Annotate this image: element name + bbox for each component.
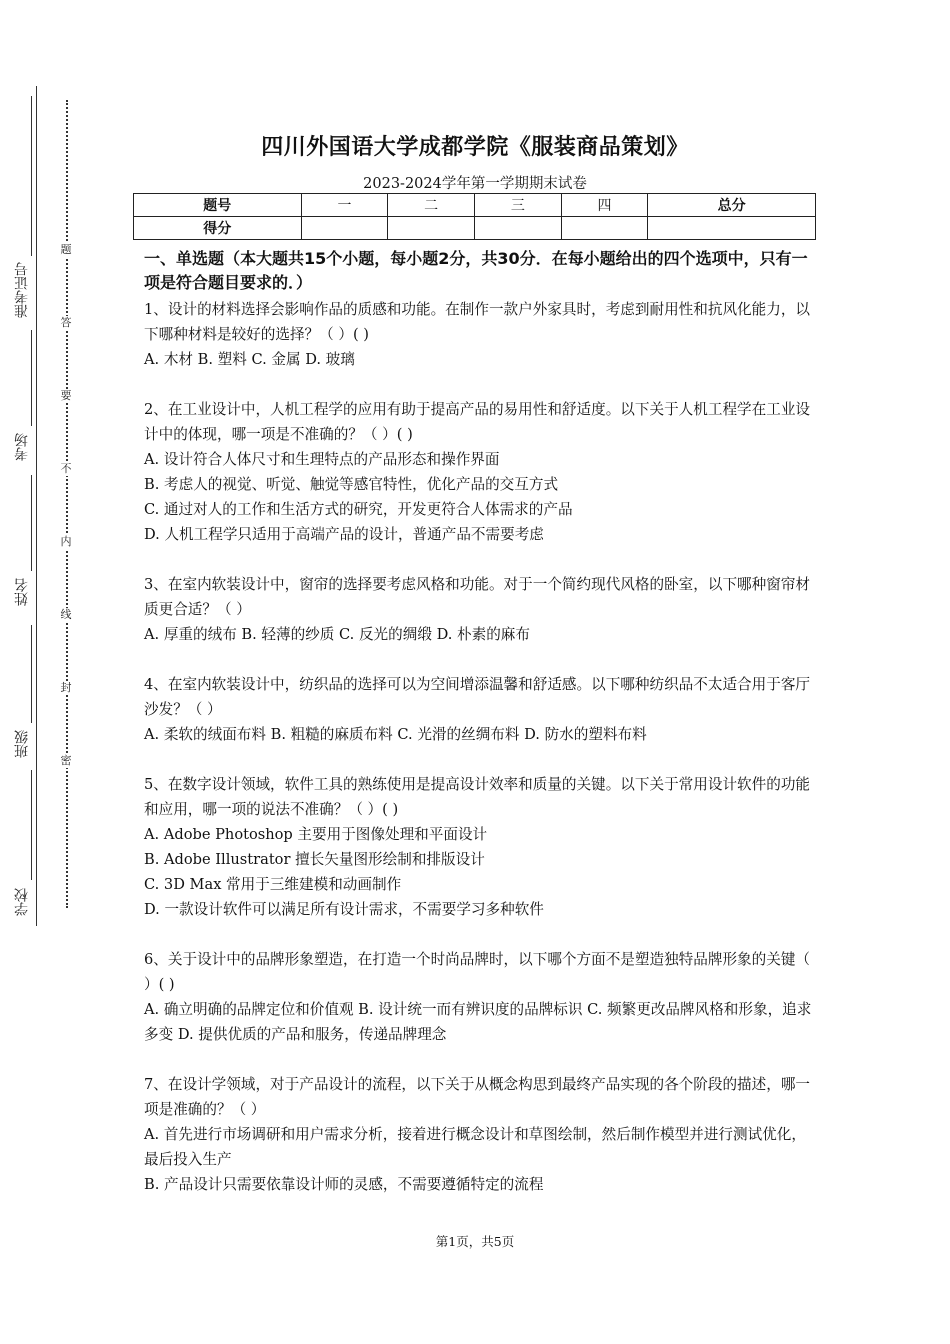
class-label: 班级 [14, 730, 30, 758]
seal-char: 题 [58, 243, 74, 257]
score-header-cell: 四 [561, 194, 648, 217]
question-option: C. 3D Max 常用于三维建模和动画制作 [144, 876, 402, 893]
exam-room-label: 考场 [14, 433, 30, 461]
score-input-cell[interactable] [648, 217, 816, 240]
question-stem: 3、在室内软装设计中，窗帘的选择要考虑风格和功能。对于一个简约现代风格的卧室，以下哪种窗帘材质更合适？（ ） [144, 576, 811, 618]
name-blank [31, 475, 32, 571]
question-option: D. 人机工程学只适用于高端产品的设计，普通产品不需要考虑 [144, 526, 544, 543]
score-header-cell: 题号 [134, 194, 302, 217]
question-7 [144, 1072, 812, 1197]
name-label: 姓名 [14, 578, 30, 606]
score-table-score-row [134, 217, 816, 240]
question-6 [144, 947, 812, 1047]
question-stem: 5、在数字设计领域，软件工具的熟练使用是提高设计效率和质量的关键。以下关于常用设计软件的功能和应用，哪一项的说法不准确？（ ）( ) [144, 776, 811, 818]
seal-char: 要 [58, 389, 74, 403]
question-options: A. 厚重的绒布 B. 轻薄的纱质 C. 反光的绸缎 D. 朴素的麻布 [144, 626, 530, 643]
score-header-cell: 三 [474, 194, 561, 217]
question-stem: 1、设计的材料选择会影响作品的质感和功能。在制作一款户外家具时，考虑到耐用性和抗风化能力，以下哪种材料是较好的选择？（ ）( ) [144, 301, 811, 343]
exam-subtitle: 2023-2024学年第一学期期末试卷 [363, 176, 587, 192]
question-stem: 6、关于设计中的品牌形象塑造，在打造一个时尚品牌时，以下哪个方面不是塑造独特品牌形象的关键（ ）( ) [144, 951, 811, 993]
binding-margin-line [36, 86, 37, 926]
question-options: A. 确立明确的品牌定位和价值观 B. 设计统一而有辨识度的品牌标识 C. 频繁更改品牌风格和形象，追求多变 D. 提供优质的产品和服务，传递品牌理念 [144, 1001, 812, 1043]
question-1 [144, 297, 812, 372]
exam-content [144, 247, 812, 1222]
exam-room-blank [31, 330, 32, 426]
score-header-cell: 总分 [648, 194, 816, 217]
question-stem: 2、在工业设计中，人机工程学的应用有助于提高产品的易用性和舒适度。以下关于人机工程学在工业设计中的体现，哪一项是不准确的？（ ）( ) [144, 401, 811, 443]
seal-char: 不 [58, 462, 74, 476]
score-table-header-row [134, 194, 816, 217]
question-option: B. Adobe Illustrator 擅长矢量图形绘制和排版设计 [144, 851, 485, 868]
seal-char: 密 [58, 754, 74, 768]
question-option: C. 通过对人的工作和生活方式的研究，开发更符合人体需求的产品 [144, 501, 573, 518]
school-label: 学校 [14, 888, 30, 916]
seal-char: 线 [58, 608, 74, 622]
question-5 [144, 772, 812, 922]
binding-dotted-line [66, 100, 68, 908]
seal-char: 封 [58, 681, 74, 695]
question-option: B. 产品设计只需要依靠设计师的灵感，不需要遵循特定的流程 [144, 1176, 544, 1193]
score-row-label: 得分 [134, 217, 302, 240]
question-4 [144, 672, 812, 747]
score-header-cell: 一 [301, 194, 388, 217]
class-blank [31, 625, 32, 723]
exam-title: 四川外国语大学成都学院《服装商品策划》 [261, 135, 689, 160]
question-option: A. 首先进行市场调研和用户需求分析，接着进行概念设计和草图绘制，然后制作模型并进行测试优化，最后投入生产 [144, 1126, 806, 1168]
page-footer: 第1页，共5页 [435, 1234, 515, 1249]
score-input-cell[interactable] [474, 217, 561, 240]
score-input-cell[interactable] [561, 217, 648, 240]
question-option: D. 一款设计软件可以满足所有设计需求，不需要学习多种软件 [144, 901, 544, 918]
question-3 [144, 572, 812, 647]
question-2 [144, 397, 812, 547]
question-stem: 4、在室内软装设计中，纺织品的选择可以为空间增添温馨和舒适感。以下哪种纺织品不太适合用于客厅沙发？（ ） [144, 676, 811, 718]
question-options: A. 木材 B. 塑料 C. 金属 D. 玻璃 [144, 351, 355, 368]
seal-char: 内 [58, 535, 74, 549]
question-option: B. 考虑人的视觉、听觉、触觉等感官特性，优化产品的交互方式 [144, 476, 559, 493]
question-option: A. Adobe Photoshop 主要用于图像处理和平面设计 [144, 826, 488, 843]
school-blank [31, 770, 32, 880]
score-table [133, 193, 816, 240]
score-header-cell: 二 [388, 194, 475, 217]
exam-number-label: 准考证号 [14, 262, 30, 318]
question-stem: 7、在设计学领域，对于产品设计的流程，以下关于从概念构思到最终产品实现的各个阶段的描述，哪一项是准确的？（ ） [144, 1076, 811, 1118]
section-heading: 一、单选题（本大题共15个小题，每小题2分，共30分．在每小题给出的四个选项中，只有一项是符合题目要求的．） [144, 249, 808, 292]
seal-char: 答 [58, 316, 74, 330]
score-input-cell[interactable] [301, 217, 388, 240]
question-option: A. 设计符合人体尺寸和生理特点的产品形态和操作界面 [144, 451, 500, 468]
question-options: A. 柔软的绒面布料 B. 粗糙的麻质布料 C. 光滑的丝绸布料 D. 防水的塑料布料 [144, 726, 647, 743]
score-input-cell[interactable] [388, 217, 475, 240]
